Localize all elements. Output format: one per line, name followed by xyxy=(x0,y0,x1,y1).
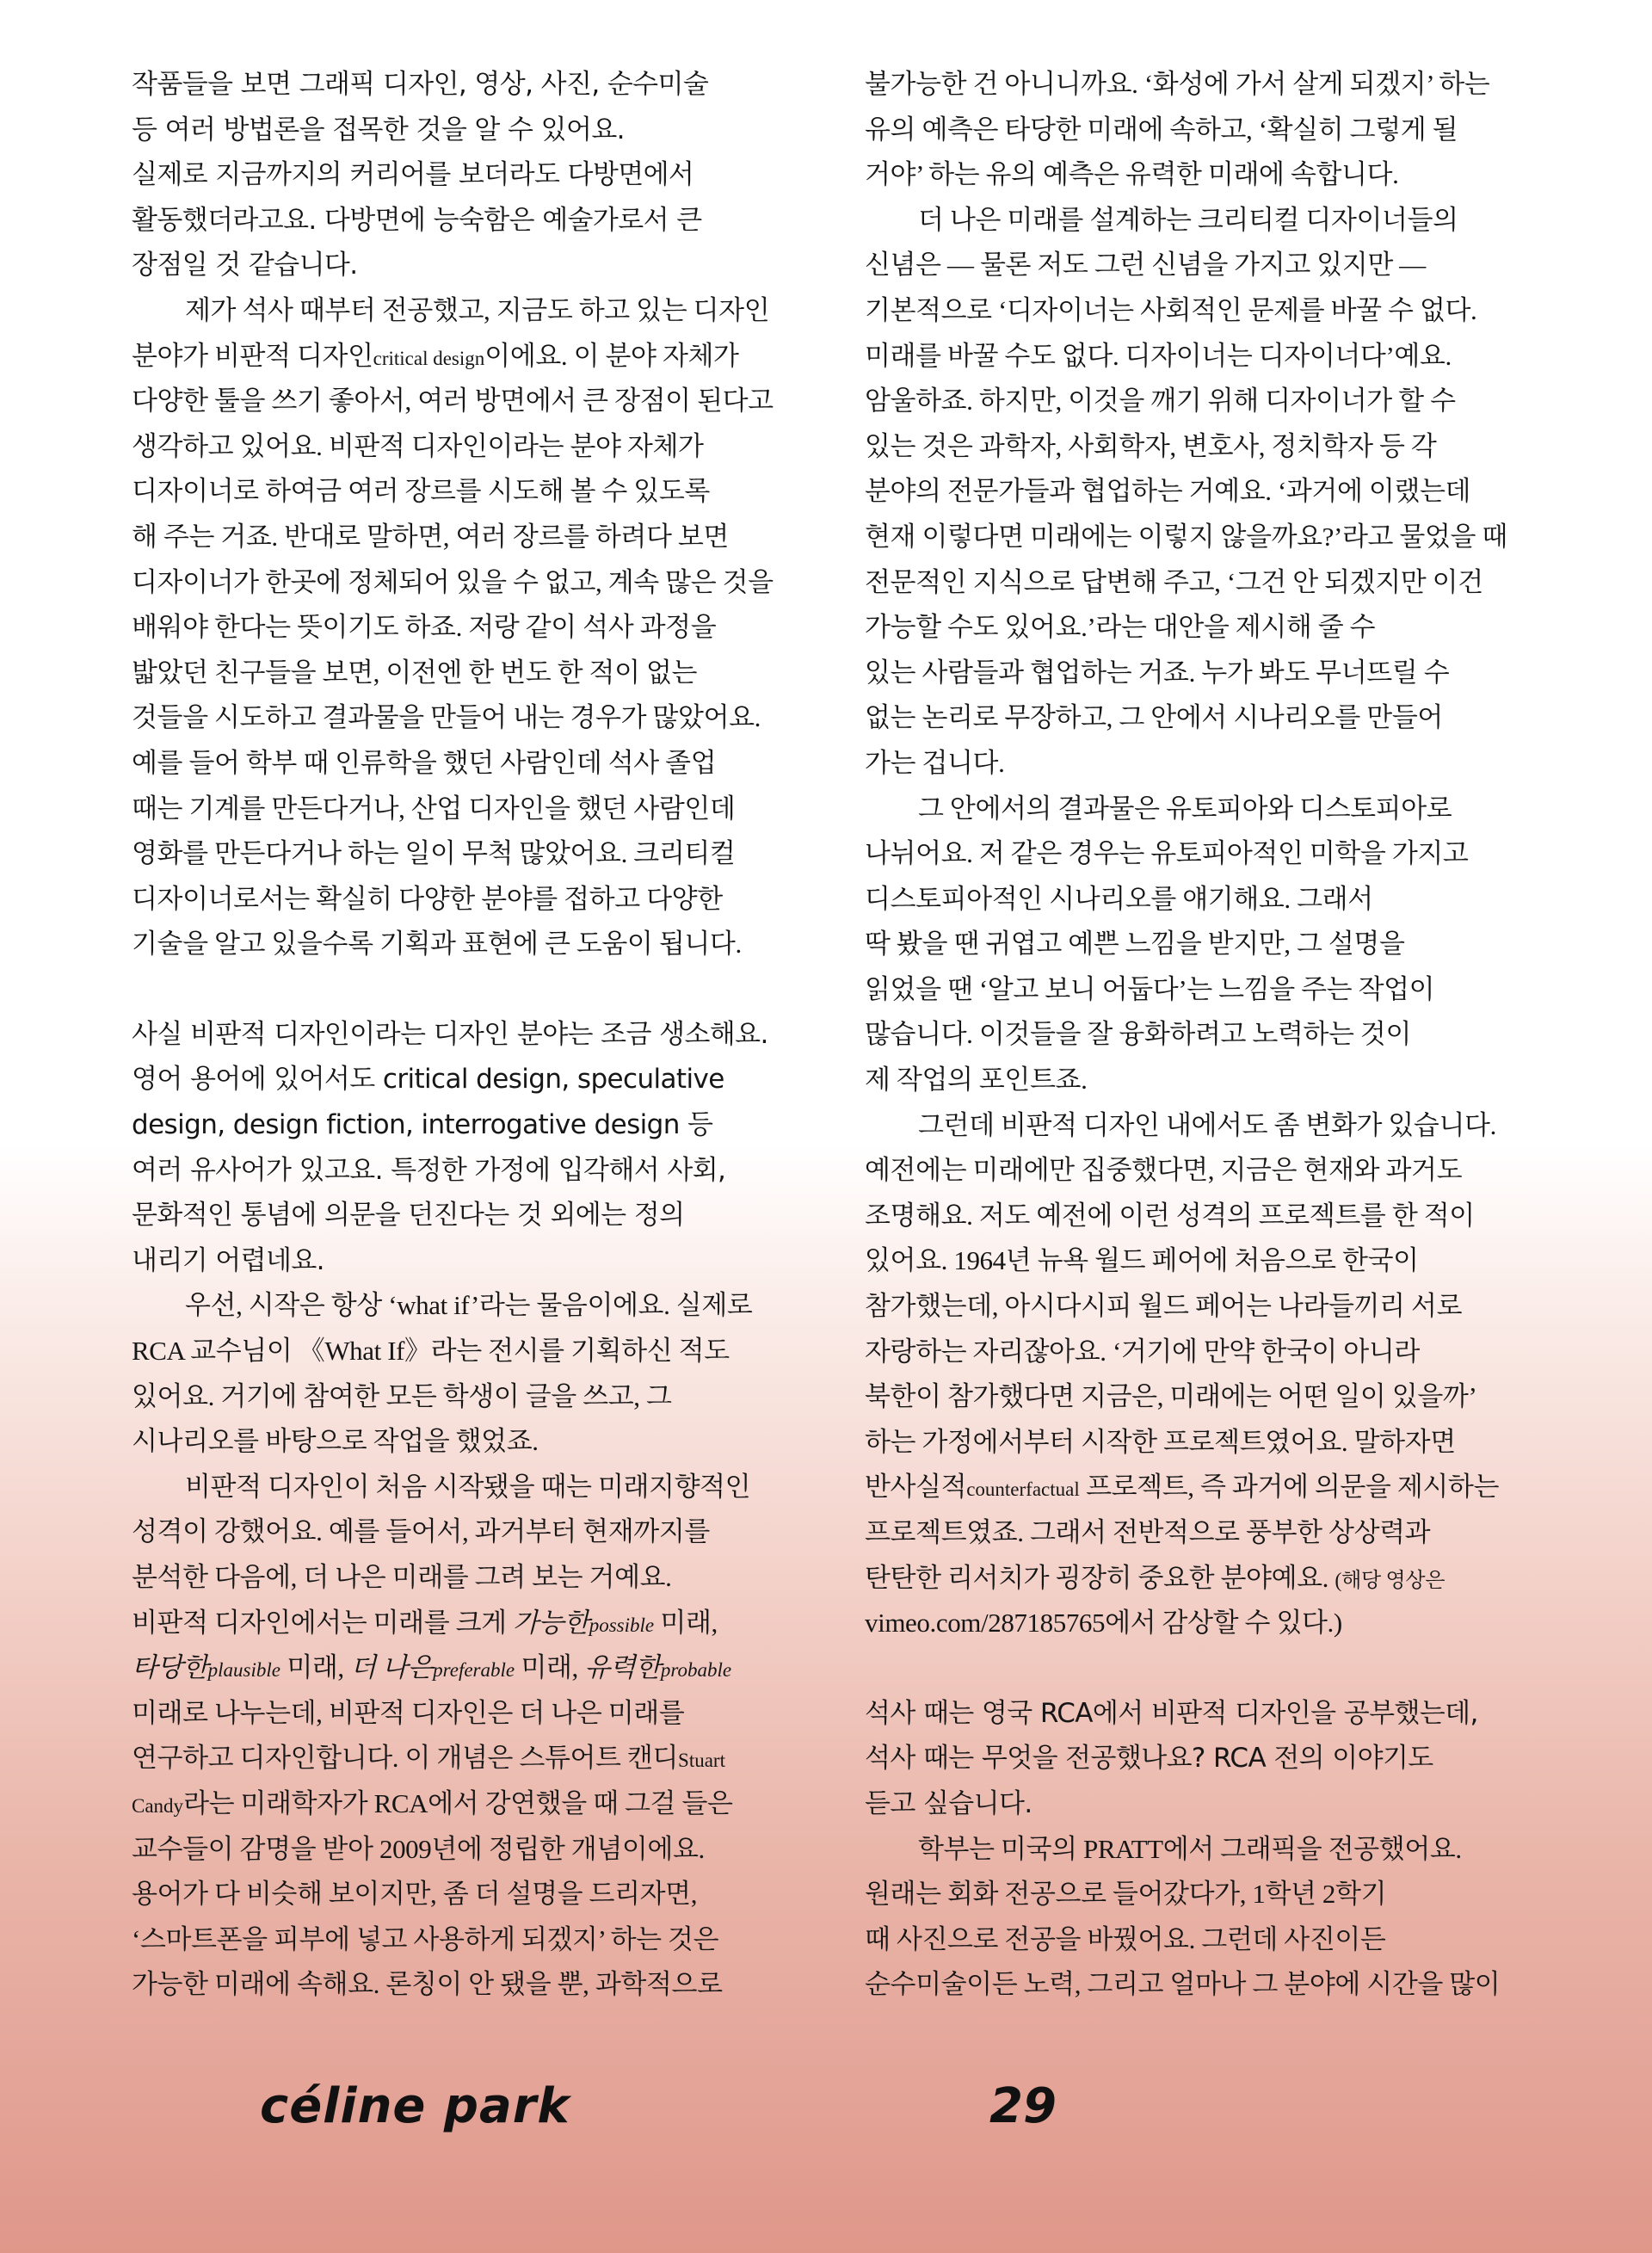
text-line: 전문적인 지식으로 답변해 주고, ‘그건 안 되겠지만 이건 xyxy=(865,566,1483,597)
text-segment: 미래, xyxy=(654,1607,718,1638)
english-gloss: preferable xyxy=(433,1659,515,1682)
paragraph-gap xyxy=(865,1646,1566,1691)
text-line: 작품들을 보면 그래픽 디자인, 영상, 사진, 순수미술 xyxy=(132,69,709,100)
text-line: 석사 때는 영국 RCA에서 비판적 디자인을 공부했는데, xyxy=(865,1697,1478,1729)
text-line xyxy=(865,1465,1566,1510)
term-preferable: 더 나은 xyxy=(350,1652,434,1683)
text-segment: 연구하고 디자인합니다. 이 개념은 스튜어트 캔디 xyxy=(132,1743,679,1774)
english-gloss: plausible xyxy=(207,1659,280,1682)
text-line: 없는 논리로 무장하고, 그 안에서 시나리오를 만들어 xyxy=(865,702,1443,733)
text-line: 자랑하는 자리잖아요. ‘거기에 만약 한국이 아니라 xyxy=(865,1336,1420,1367)
text-segment: 프로젝트, 즉 과거에 의문을 제시하는 xyxy=(1079,1472,1500,1503)
text-line: 성격이 강했어요. 예를 들어서, 과거부터 현재까지를 xyxy=(132,1516,710,1547)
footnote-line: vimeo.com/287185765에서 감상할 수 있다.) xyxy=(865,1608,1342,1639)
text-line xyxy=(132,1781,837,1827)
text-line: 사실 비판적 디자인이라는 디자인 분야는 조금 생소해요. xyxy=(132,1018,768,1050)
text-line: 생각하고 있어요. 비판적 디자인이라는 분야 자체가 xyxy=(132,430,704,461)
english-gloss: Candy xyxy=(132,1794,184,1817)
text-line: 디자이너로서는 확실히 다양한 분야를 접하고 다양한 xyxy=(132,883,723,914)
text-line xyxy=(865,1556,1566,1602)
text-line: 그 안에서의 결과물은 유토피아와 디스토피아로 xyxy=(918,793,1452,824)
text-segment: 탄탄한 리서치가 굉장히 중요한 분야예요. xyxy=(865,1562,1335,1593)
text-line: 밟았던 친구들을 보면, 이전엔 한 번도 한 적이 없는 xyxy=(132,657,698,688)
text-line: 다양한 툴을 쓰기 좋아서, 여러 방면에서 큰 장점이 된다고 xyxy=(132,386,774,417)
text-line xyxy=(132,1736,837,1781)
text-line xyxy=(132,334,837,380)
paragraph-gap xyxy=(132,967,837,1012)
text-segment: 반사실적 xyxy=(865,1472,967,1503)
text-line: 기술을 알고 있을수록 기획과 표현에 큰 도움이 됩니다. xyxy=(132,929,742,960)
text-line: 있는 것은 과학자, 사회학자, 변호사, 정치학자 등 각 xyxy=(865,430,1437,461)
text-line: design, design fiction, interrogative design 등 xyxy=(132,1109,713,1141)
text-line xyxy=(132,1645,837,1691)
text-line: 현재 이렇다면 미래에는 이렇지 않을까요?’라고 물었을 때 xyxy=(865,521,1507,552)
text-line: 영화를 만든다거나 하는 일이 무척 많았어요. 크리티컬 xyxy=(132,838,736,869)
text-line: 듣고 싶습니다. xyxy=(865,1787,1032,1819)
text-segment: 미래, xyxy=(515,1652,585,1683)
text-line: 조명해요. 저도 예전에 이런 성격의 프로젝트를 한 적이 xyxy=(865,1200,1475,1231)
right-column xyxy=(865,62,1566,2008)
text-line: 유의 예측은 타당한 미래에 속하고, ‘확실히 그렇게 될 xyxy=(865,114,1458,145)
english-gloss: Stuart xyxy=(678,1750,725,1772)
text-line: 암울하죠. 하지만, 이것을 깨기 위해 디자이너가 할 수 xyxy=(865,386,1456,417)
text-line: 학부는 미국의 PRATT에서 그래픽을 전공했어요. xyxy=(918,1833,1462,1864)
text-segment: 비판적 디자인에서는 미래를 크게 xyxy=(132,1607,514,1638)
text-line xyxy=(132,1601,837,1646)
text-line: 미래로 나누는데, 비판적 디자인은 더 나은 미래를 xyxy=(132,1697,685,1728)
text-line: 그런데 비판적 디자인 내에서도 좀 변화가 있습니다. xyxy=(918,1109,1496,1140)
text-line: 있어요. 거기에 참여한 모든 학생이 글을 쓰고, 그 xyxy=(132,1380,672,1411)
text-line: 실제로 지금까지의 커리어를 보더라도 다방면에서 xyxy=(132,159,694,191)
text-line: 순수미술이든 노력, 그리고 얼마나 그 분야에 시간을 많이 xyxy=(865,1969,1501,2000)
answer-paragraph-7 xyxy=(865,1103,1566,1646)
text-line: 교수들이 감명을 받아 2009년에 정립한 개념이에요. xyxy=(132,1833,705,1864)
text-line: 용어가 다 비슷해 보이지만, 좀 더 설명을 드리자면, xyxy=(132,1879,698,1910)
answer-paragraph-2 xyxy=(132,1283,837,1464)
answer-paragraph-6 xyxy=(865,787,1566,1103)
text-line: 해 주는 거죠. 반대로 말하면, 여러 장르를 하려다 보면 xyxy=(132,521,729,552)
text-line: 석사 때는 무엇을 전공했나요? RCA 전의 이야기도 xyxy=(865,1743,1433,1775)
answer-paragraph-4 xyxy=(865,62,1566,198)
text-line: RCA 교수님이 《What If》라는 전시를 기획하신 적도 xyxy=(132,1336,730,1367)
answer-paragraph-8 xyxy=(865,1827,1566,2008)
text-line: 신념은 — 물론 저도 그런 신념을 가지고 있지만 — xyxy=(865,250,1426,281)
text-line: 디자이너로 하여금 여러 장르를 시도해 볼 수 있도록 xyxy=(132,476,710,507)
text-line: 있는 사람들과 협업하는 거죠. 누가 봐도 무너뜨릴 수 xyxy=(865,657,1450,688)
text-line: 우선, 시작은 항상 ‘what if’라는 물음이에요. 실제로 xyxy=(185,1290,753,1321)
text-line: 가능할 수도 있어요.’라는 대안을 제시해 줄 수 xyxy=(865,612,1376,643)
text-line: 나뉘어요. 저 같은 경우는 유토피아적인 미학을 가지고 xyxy=(865,838,1469,869)
answer-paragraph-1 xyxy=(132,288,837,967)
text-line: 원래는 회화 전공으로 들어갔다가, 1학년 2학기 xyxy=(865,1879,1387,1910)
text-line: 분야의 전문가들과 협업하는 거예요. ‘과거에 이랬는데 xyxy=(865,476,1471,507)
footnote-text: (해당 영상은 xyxy=(1335,1569,1446,1592)
page-number: 29 xyxy=(989,2078,1057,2134)
answer-paragraph-3 xyxy=(132,1465,837,2008)
english-gloss: critical design xyxy=(373,347,485,369)
text-segment: 라는 미래학자가 RCA에서 강연했을 때 그걸 들은 xyxy=(183,1787,733,1818)
text-line: 딱 봤을 땐 귀엽고 예쁜 느낌을 받지만, 그 설명을 xyxy=(865,929,1405,960)
term-possible: 가능한 xyxy=(513,1607,589,1638)
text-line: 거야’ 하는 유의 예측은 유력한 미래에 속합니다. xyxy=(865,159,1399,190)
answer-paragraph-5 xyxy=(865,198,1566,787)
text-line: 기본적으로 ‘디자이너는 사회적인 문제를 바꿀 수 없다. xyxy=(865,294,1477,325)
question-3 xyxy=(865,1691,1566,1827)
text-line: 비판적 디자인이 처음 시작됐을 때는 미래지향적인 xyxy=(185,1471,751,1502)
text-line: 프로젝트였죠. 그래서 전반적으로 풍부한 상상력과 xyxy=(865,1517,1431,1547)
text-line: 불가능한 건 아니니까요. ‘화성에 가서 살게 되겠지’ 하는 xyxy=(865,69,1490,99)
text-line: 예전에는 미래에만 집중했다면, 지금은 현재와 과거도 xyxy=(865,1155,1463,1186)
text-line: 더 나은 미래를 설계하는 크리티컬 디자이너들의 xyxy=(918,204,1458,235)
text-segment: 미래, xyxy=(280,1652,351,1683)
author-name-footer: céline park xyxy=(260,2078,570,2134)
text-line: 제 작업의 포인트죠. xyxy=(865,1065,1088,1096)
text-line: 많습니다. 이것들을 잘 융화하려고 노력하는 것이 xyxy=(865,1019,1412,1050)
text-line: 북한이 참가했다면 지금은, 미래에는 어떤 일이 있을까’ xyxy=(865,1381,1477,1412)
text-line: 문화적인 통념에 의문을 던진다는 것 외에는 정의 xyxy=(132,1200,685,1231)
text-line: 미래를 바꿀 수도 없다. 디자이너는 디자이너다’예요. xyxy=(865,340,1452,371)
text-line: 여러 유사어가 있고요. 특정한 가정에 입각해서 사회, xyxy=(132,1154,726,1186)
text-line: 제가 석사 때부터 전공했고, 지금도 하고 있는 디자인 xyxy=(185,294,770,325)
text-line: 활동했더라고요. 다방면에 능숙함은 예술가로서 큰 xyxy=(132,204,702,236)
text-line: 시나리오를 바탕으로 작업을 했었죠. xyxy=(132,1426,539,1457)
text-line: 디자이너가 한곳에 정체되어 있을 수 없고, 계속 많은 것을 xyxy=(132,566,774,597)
term-probable: 유력한 xyxy=(584,1652,661,1683)
text-line: 장점일 것 같습니다. xyxy=(132,250,358,281)
term-plausible: 타당한 xyxy=(132,1652,208,1683)
text-line: 예를 들어 학부 때 인류학을 했던 사람인데 석사 졸업 xyxy=(132,747,717,778)
text-line: 가능한 미래에 속해요. 론칭이 안 됐을 뿐, 과학적으로 xyxy=(132,1969,723,2000)
text-line: 것들을 시도하고 결과물을 만들어 내는 경우가 많았어요. xyxy=(132,702,761,733)
text-line: 참가했는데, 아시다시피 월드 페어는 나라들끼리 서로 xyxy=(865,1291,1463,1322)
question-1 xyxy=(132,62,837,288)
text-line: ‘스마트폰을 피부에 넣고 사용하게 되겠지’ 하는 것은 xyxy=(132,1923,719,1954)
text-line: 있어요. 1964년 뉴욕 월드 페어에 처음으로 한국이 xyxy=(865,1245,1419,1276)
text-line: 때는 기계를 만든다거나, 산업 디자인을 했던 사람인데 xyxy=(132,793,736,824)
english-gloss: possible xyxy=(589,1614,655,1636)
english-gloss: counterfactual xyxy=(966,1478,1080,1501)
question-2 xyxy=(132,1012,837,1284)
text-line: 읽었을 땐 ‘알고 보니 어둡다’는 느낌을 주는 작업이 xyxy=(865,973,1435,1004)
text-line: 때 사진으로 전공을 바꿨어요. 그런데 사진이든 xyxy=(865,1923,1386,1954)
text-line: 디스토피아적인 시나리오를 얘기해요. 그래서 xyxy=(865,883,1373,914)
text-segment: 이에요. 이 분야 자체가 xyxy=(484,340,739,371)
left-column xyxy=(132,62,837,2008)
text-segment: 분야가 비판적 디자인 xyxy=(132,340,373,371)
text-line: 가는 겁니다. xyxy=(865,747,1005,778)
text-line: 하는 가정에서부터 시작한 프로젝트였어요. 말하자면 xyxy=(865,1426,1456,1457)
text-line: 분석한 다음에, 더 나은 미래를 그려 보는 거예요. xyxy=(132,1562,672,1592)
text-line: 배워야 한다는 뜻이기도 하죠. 저랑 같이 석사 과정을 xyxy=(132,612,717,643)
text-line: 내리기 어렵네요. xyxy=(132,1244,324,1276)
english-gloss: probable xyxy=(660,1659,732,1682)
text-line: 영어 용어에 있어서도 critical design, speculative xyxy=(132,1064,724,1096)
text-line: 등 여러 방법론을 접목한 것을 알 수 있어요. xyxy=(132,114,625,145)
